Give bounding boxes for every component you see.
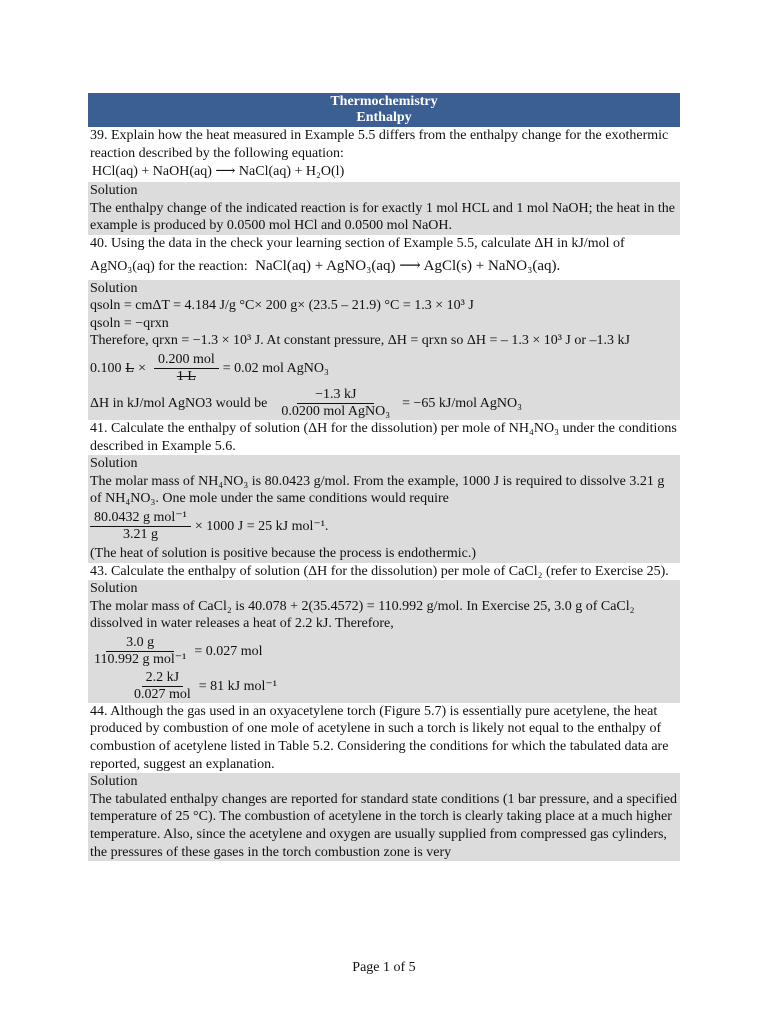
solution-41-numerator: 80.0432 g mol⁻¹ bbox=[90, 510, 191, 527]
solution-40-calc-2 bbox=[90, 387, 678, 420]
question-44 bbox=[88, 703, 680, 773]
solution-43-f2-numerator: 2.2 kJ bbox=[142, 670, 183, 687]
solution-43-fraction-1 bbox=[90, 635, 190, 668]
solution-40-calc-1 bbox=[90, 352, 678, 385]
solution-43-f2-denominator: 0.027 mol bbox=[134, 686, 191, 702]
solution-41-text: The molar mass of NH₄NO₃ is 80.0423 g/mol. From the example, 1000 J is required to dissolve 3.21 g of NH₄NO₃. One mole under the same conditions would require bbox=[90, 473, 665, 507]
solution-label: Solution bbox=[90, 183, 138, 199]
calc2-numerator: −1.3 kJ bbox=[297, 387, 374, 404]
question-40-reaction-line bbox=[90, 253, 678, 280]
times-sign: × bbox=[138, 360, 146, 376]
question-41-text: 41. Calculate the enthalpy of solution (ΔH for the dissolution) per mole of NH₄NO₃ under the conditions described in Example 5.6. bbox=[90, 420, 677, 454]
solution-label: Solution bbox=[90, 774, 138, 790]
calc1-result: = 0.02 mol AgNO₃ bbox=[222, 360, 329, 376]
calc2-pre: ΔH in kJ/mol AgNO3 would be bbox=[90, 395, 268, 411]
solution-40 bbox=[88, 280, 680, 420]
question-41 bbox=[88, 420, 680, 455]
solution-43 bbox=[88, 580, 680, 703]
header-title: Thermochemistry bbox=[330, 94, 438, 109]
solution-label: Solution bbox=[90, 456, 138, 472]
solution-41-denominator: 3.21 g bbox=[122, 526, 158, 542]
question-39-text: 39. Explain how the heat measured in Example 5.5 differs from the enthalpy change for the exothermic reaction described by the following equation: bbox=[90, 128, 669, 161]
question-43 bbox=[88, 563, 680, 581]
solution-43-calc-2 bbox=[126, 670, 678, 703]
section-header bbox=[88, 93, 680, 127]
solution-43-f1-numerator: 3.0 g bbox=[106, 635, 174, 652]
solution-43-calc-1 bbox=[90, 635, 678, 668]
question-44-text: 44. Although the gas used in an oxyacetylene torch (Figure 5.7) is essentially pure acetylene, the heat produced by combustion of one mole of acetylene in such a torch is likely not equal to the enthalpy of combustion of acetylene listed in Table 5.2. Considering the conditions for which the tabulated data are reported, suggest an explanation. bbox=[90, 703, 669, 772]
solution-44 bbox=[88, 773, 680, 861]
calc1-fraction bbox=[154, 352, 219, 385]
question-39-equation: HCl(aq) + NaOH(aq) ⟶ NaCl(aq) + H₂O(l) bbox=[92, 164, 345, 180]
solution-40-line-1: qsoln = cmΔT = 4.184 J/g °C× 200 g× (23.5 – 21.9) °C = 1.3 × 10³ J bbox=[90, 298, 474, 314]
solution-44-text: The tabulated enthalpy changes are reported for standard state conditions (1 bar pressure, and a specified temperature of 25 °C). The combustion of acetylene in the torch is clearly taking place at a much higher temperature. Also, since the acetylene and oxygen are usually supplied from compressed gas cylinders, the pressures of these gases in the torch combustion zone is very bbox=[90, 791, 677, 860]
solution-43-f2-result: = 81 kJ mol⁻¹ bbox=[198, 678, 277, 694]
solution-40-line-3: Therefore, qrxn = −1.3 × 10³ J. At constant pressure, ΔH = qrxn so ΔH = – 1.3 × 10³ J or –1.3 kJ bbox=[90, 333, 630, 349]
solution-43-fraction-2 bbox=[130, 670, 195, 703]
solution-40-line-2: qsoln = −qrxn bbox=[90, 315, 169, 331]
page-number: Page 1 of 5 bbox=[352, 960, 416, 975]
solution-41-fraction bbox=[90, 510, 191, 543]
question-43-text: 43. Calculate the enthalpy of solution (ΔH for the dissolution) per mole of CaCl₂ (refer to Exercise 25). bbox=[90, 563, 669, 579]
question-40-text: 40. Using the data in the check your learning section of Example 5.5, calculate ΔH in kJ/mol of bbox=[90, 235, 625, 251]
solution-43-f1-result: = 0.027 mol bbox=[194, 643, 263, 659]
question-40-text-b: AgNO₃(aq) for the reaction: bbox=[90, 258, 248, 274]
calc1-pre: 0.100 bbox=[90, 360, 122, 376]
calc1-denominator: 1 L bbox=[176, 368, 196, 384]
calc1-numerator: 0.200 mol bbox=[154, 352, 219, 369]
calc1-unit: L bbox=[125, 360, 135, 376]
calc2-result: = −65 kJ/mol AgNO₃ bbox=[402, 395, 522, 411]
solution-43-f1-denominator: 110.992 g mol⁻¹ bbox=[94, 651, 187, 667]
solution-39 bbox=[88, 182, 680, 235]
calc2-fraction bbox=[277, 387, 394, 420]
solution-label: Solution bbox=[90, 581, 138, 597]
question-39 bbox=[88, 127, 680, 182]
question-40 bbox=[88, 235, 680, 280]
solution-label: Solution bbox=[90, 280, 138, 296]
solution-41 bbox=[88, 455, 680, 562]
question-40-equation: NaCl(aq) + AgNO₃(aq) ⟶ AgCl(s) + NaNO₃(aq). bbox=[255, 257, 561, 274]
calc2-denominator: 0.0200 mol AgNO₃ bbox=[281, 403, 391, 419]
solution-41-result: × 1000 J = 25 kJ mol⁻¹. bbox=[194, 518, 329, 534]
solution-41-note: (The heat of solution is positive because the process is endothermic.) bbox=[90, 545, 477, 561]
solution-41-calc bbox=[90, 510, 678, 543]
solution-43-text: The molar mass of CaCl₂ is 40.078 + 2(35.4572) = 110.992 g/mol. In Exercise 25, 3.0 g of CaCl₂ dissolved in water releases a heat of 2.2 kJ. Therefore, bbox=[90, 598, 635, 632]
header-subtitle: Enthalpy bbox=[356, 110, 412, 125]
document-page bbox=[88, 93, 680, 861]
solution-39-text: The enthalpy change of the indicated reaction is for exactly 1 mol HCL and 1 mol NaOH; the heat in the example is produced by 0.0500 mol HCl and 0.0500 mol NaOH. bbox=[90, 200, 675, 234]
